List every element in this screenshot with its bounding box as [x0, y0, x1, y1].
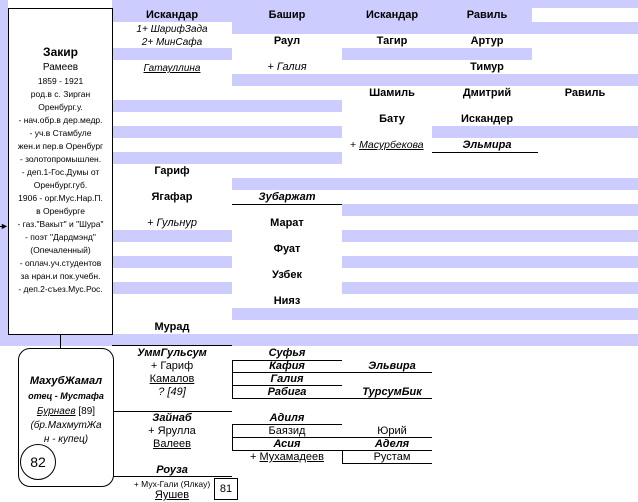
wife-ref: [89]: [78, 406, 96, 417]
band-row-13: [342, 230, 638, 242]
person-asiya[interactable]: Асия: [273, 438, 301, 450]
wife-note-1: (бр.МахмутЖа: [30, 420, 102, 431]
person-iskandar-wife-1: 1+ ШарифЗада: [136, 24, 208, 35]
spouse-plus: +: [350, 139, 357, 151]
band-row-10: [232, 178, 638, 190]
person-elvira[interactable]: Эльвира: [368, 360, 416, 372]
person-batu[interactable]: Бату: [379, 113, 405, 125]
band-left-margin: [0, 0, 8, 334]
root-name: Закир: [43, 45, 78, 59]
person-tagir[interactable]: Тагир: [376, 35, 408, 47]
root-surname: Рамеев: [42, 62, 79, 73]
person-fuat[interactable]: Фуат: [273, 243, 301, 255]
rouza-number-badge[interactable]: [214, 478, 238, 500]
root-bio-line: за нран.и пок.учебн.: [20, 271, 101, 281]
person-galiya[interactable]: Галия: [270, 373, 304, 385]
wife-number-badge[interactable]: [20, 444, 56, 480]
root-bio-line: - газ."Вакыт" и "Шура": [17, 219, 104, 229]
person-ummgulsum-spouse-surname[interactable]: Камалов: [149, 373, 195, 385]
root-person-card[interactable]: [8, 8, 113, 335]
person-murad[interactable]: Мурад: [154, 321, 190, 333]
root-bio-line: - деп.2-съез.Мус.Рос.: [18, 284, 103, 294]
arrow-icon: ►: [0, 221, 9, 231]
band-row-12: [112, 230, 232, 242]
connector-line: [60, 334, 61, 348]
root-bio-line: - деп.1-Гос.Думы от: [21, 167, 100, 177]
root-bio-line: - нач.обр.в дер.медр.: [18, 115, 103, 125]
root-bio-line: род.в с. Зирган: [30, 89, 91, 99]
spouse-surname[interactable]: Мухамадеев: [259, 451, 324, 463]
band-row-19: [0, 334, 638, 346]
root-years: 1859 - 1921: [37, 76, 84, 86]
person-raul[interactable]: Раул: [273, 35, 301, 47]
person-yagafar[interactable]: Ягафар: [151, 191, 193, 203]
band-row-8: [432, 126, 638, 138]
band-row-15: [342, 256, 638, 268]
wife-name: МахубЖамал: [29, 375, 103, 387]
band-row-17: [342, 282, 638, 294]
connector-line: [432, 152, 538, 153]
person-yuriy[interactable]: Юрий: [377, 425, 407, 437]
connector-line: [112, 345, 232, 346]
root-bio-line: в Оренбурге: [36, 206, 85, 216]
person-bashir[interactable]: Башир: [268, 9, 306, 21]
person-rouza-spouse-surname[interactable]: Яушев: [154, 489, 190, 501]
person-rustam[interactable]: Рустам: [373, 451, 411, 463]
person-timur[interactable]: Тимур: [470, 61, 504, 73]
person-zainab-spouse: + Ярулла: [148, 425, 196, 437]
wife-surname-line: [19, 406, 113, 417]
band-row-top: [112, 0, 638, 8]
person-iskandar-2[interactable]: Искандар: [365, 9, 419, 21]
person-zainab-spouse-surname[interactable]: Валеев: [153, 438, 191, 450]
person-adelya[interactable]: Аделя: [374, 438, 410, 450]
person-ummgulsum-spouse: + Гариф: [150, 360, 194, 372]
person-sufya[interactable]: Суфья: [268, 347, 306, 359]
root-bio-line: жен.и пер.в Оренбург: [17, 141, 104, 151]
rouza-number: 81: [219, 483, 233, 495]
band-row-6: [112, 100, 342, 112]
band-row-3: [112, 48, 232, 60]
band-row-14: [112, 256, 232, 268]
person-elmira[interactable]: Эльмира: [462, 139, 512, 151]
band-row-5: [232, 74, 638, 86]
band-row-4: [342, 48, 532, 60]
person-iskandar-wife-2: 2+ МинСафа: [141, 37, 203, 48]
person-yagafar-spouse: + Гульнур: [146, 217, 197, 229]
person-ravil[interactable]: Равиль: [466, 9, 508, 21]
person-niyaz[interactable]: Нияз: [273, 295, 301, 307]
root-bio-line: (Опечаленный): [30, 245, 91, 255]
spouse-surname[interactable]: Масурбекова: [359, 139, 424, 151]
root-bio-line: - золотопромышлен.: [19, 154, 102, 164]
person-tursumbik[interactable]: ТурсумБик: [362, 386, 422, 398]
person-raul-spouse: + Галия: [267, 61, 307, 73]
person-ravil-2[interactable]: Равиль: [564, 87, 606, 99]
person-adilya[interactable]: Адиля: [269, 412, 305, 424]
person-artur[interactable]: Артур: [470, 35, 504, 47]
band-row-18: [232, 308, 638, 320]
person-zainab[interactable]: Зайнаб: [152, 412, 192, 424]
band-row-9: [112, 152, 342, 164]
band-row-16: [112, 282, 232, 294]
person-iskandar-wife-surname[interactable]: Гатауллина: [143, 63, 201, 74]
person-zubarzhat[interactable]: Зубаржат: [258, 191, 316, 203]
person-dmitriy[interactable]: Дмитрий: [462, 87, 512, 99]
root-bio-line: - оплач.уч.студентов: [19, 258, 102, 268]
root-bio-line: - уч.в Стамбуле: [29, 128, 92, 138]
wife-person-card[interactable]: [18, 348, 114, 487]
spouse-plus: +: [250, 451, 257, 463]
person-kafiya[interactable]: Кафия: [269, 360, 305, 372]
root-bio-line: - поэт "Дардмэнд": [25, 232, 96, 242]
connector-line: [232, 204, 342, 205]
person-rouza-spouse: + Мух-Гали (Ялкау): [133, 479, 211, 489]
wife-father: отец - Мустафа: [28, 391, 104, 401]
person-uzbek[interactable]: Узбек: [272, 269, 302, 281]
person-shamil[interactable]: Шамиль: [369, 87, 415, 99]
band-row-2: [232, 22, 638, 34]
wife-number: 82: [30, 454, 46, 470]
root-bio-line: Оренбург.у.: [38, 102, 83, 112]
person-ummgulsum[interactable]: УммГульсум: [137, 347, 207, 359]
person-ummgulsum-ref: ? [49]: [158, 386, 186, 398]
person-rabiga[interactable]: Рабига: [267, 386, 307, 398]
person-masurbekova: [350, 139, 435, 152]
band-row-11: [342, 204, 638, 216]
wife-surname[interactable]: Бурнаев: [36, 406, 76, 417]
root-bio-line: Оренбург.губ.: [33, 180, 88, 190]
person-iskandar[interactable]: Искандар: [145, 9, 199, 21]
person-bayazid[interactable]: Баязид: [268, 425, 306, 437]
person-mukhamadeev: [232, 451, 342, 464]
person-marat[interactable]: Марат: [270, 217, 304, 229]
person-iskander[interactable]: Искандер: [460, 113, 514, 125]
band-row-7: [112, 126, 342, 138]
root-bio-line: 1906 - орг.Мус.Нар.П.: [18, 193, 103, 203]
person-garif[interactable]: Гариф: [154, 165, 190, 177]
wife-note-2: н - купец): [43, 434, 89, 445]
person-rouza[interactable]: Роуза: [156, 464, 188, 476]
